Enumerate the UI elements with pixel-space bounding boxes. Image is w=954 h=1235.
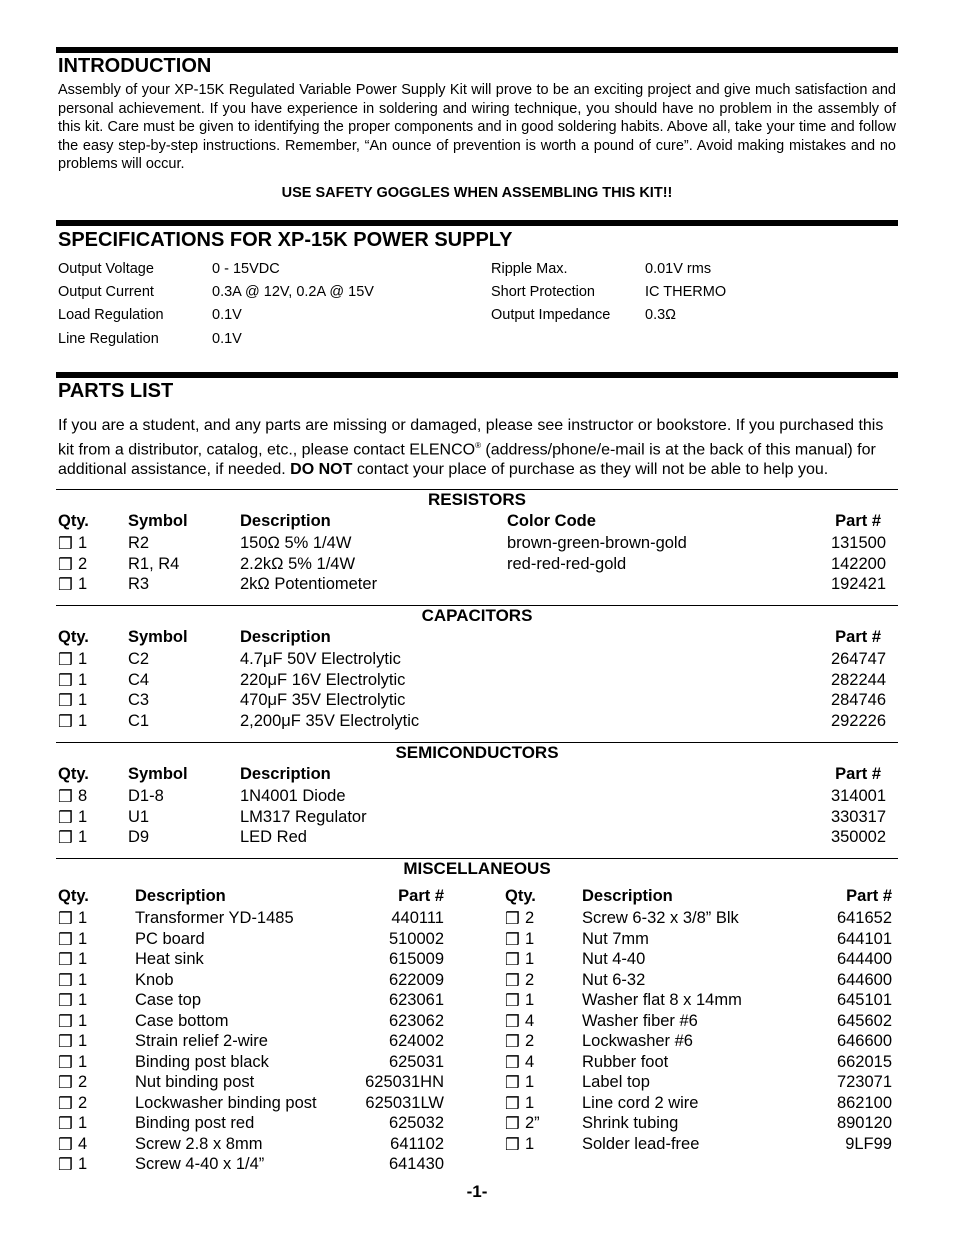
col-description: Description [240,512,331,530]
part-number: 510002 [388,929,444,948]
description: Strain relief 2-wire [135,1032,268,1050]
qty-value: 1 [525,1134,535,1153]
col-symbol: Symbol [128,628,188,646]
symbol: D9 [128,828,150,846]
part-number: 645602 [836,1011,892,1030]
spec-label: Load Regulation [58,307,164,323]
spec-label: Output Current [58,284,154,300]
table-section-title: MISCELLANEOUS [403,859,551,878]
part-number: 723071 [836,1073,892,1091]
checkbox[interactable]: ❒ [58,1053,73,1072]
spec-label: Line Regulation [58,331,159,347]
table-row [0,691,954,711]
col-symbol: Symbol [128,765,188,783]
checkbox[interactable]: ❒ [58,535,73,553]
qty-value: 1 [78,1011,88,1030]
part-number: 284746 [830,691,886,709]
checkbox[interactable]: ❒ [505,1053,520,1072]
part-number: 624002 [388,1032,444,1050]
spec-value: 0.3Ω [645,307,676,323]
table-row [0,555,954,575]
table-row [0,1073,954,1093]
symbol: D1-8 [128,787,164,805]
description: LM317 Regulator [240,807,367,826]
safety-warning: USE SAFETY GOGGLES WHEN ASSEMBLING THIS KIT!! [281,185,673,201]
description: 2kΩ Potentiometer [240,575,378,593]
checkbox[interactable]: ❒ [505,971,520,990]
table-row [0,534,954,554]
col-qty: Qty. [505,887,536,905]
checkbox[interactable]: ❒ [58,555,73,574]
symbol: C3 [128,691,150,709]
parts-title: PARTS LIST [58,380,174,402]
color-code: brown-green-brown-gold [507,534,687,552]
qty-value: 1 [78,929,88,948]
part-number: 131500 [830,534,886,552]
description: 470μF 35V Electrolytic [240,691,406,709]
table-row [0,787,954,807]
qty-value: 2 [525,909,535,927]
symbol: C2 [128,650,150,668]
part-number: 625031LW [365,1093,444,1112]
table-row [0,930,954,950]
table-section-title: RESISTORS [428,490,526,509]
description: Heat sink [135,950,204,968]
section-rule [56,47,898,53]
description: Shrink tubing [582,1114,679,1132]
description: Lockwasher #6 [582,1032,693,1050]
part-number: 330317 [830,807,886,826]
checkbox[interactable]: ❒ [505,951,520,969]
part-number: 440111 [391,909,444,927]
checkbox[interactable]: ❒ [505,910,520,928]
qty-value: 1 [78,650,88,668]
qty-value: 1 [78,711,88,730]
checkbox[interactable]: ❒ [58,1115,73,1133]
checkbox[interactable]: ❒ [58,1033,73,1051]
qty-value: 1 [78,670,88,689]
qty-value: 1 [78,970,88,989]
checkbox[interactable]: ❒ [58,692,73,710]
color-code: red-red-red-gold [507,554,627,573]
description: Nut 4-40 [582,950,646,968]
checkbox[interactable]: ❒ [58,1094,73,1113]
description: Nut 6-32 [582,970,646,989]
part-number: 623061 [388,991,444,1009]
col-symbol: Symbol [128,512,188,530]
description: Case bottom [135,1011,229,1030]
checkbox[interactable]: ❒ [505,1033,520,1051]
part-number: 641430 [388,1155,444,1173]
checkbox[interactable]: ❒ [58,992,73,1010]
part-number: 314001 [830,787,886,805]
checkbox[interactable]: ❒ [505,1012,520,1031]
part-number: 625031HN [365,1073,444,1091]
section-rule [56,372,898,378]
symbol: R2 [128,534,150,552]
description: Screw 4-40 x 1/4” [135,1155,265,1173]
spec-label: Ripple Max. [491,261,568,277]
registered-mark: ® [475,441,481,450]
table-row [0,971,954,991]
description: PC board [135,929,205,948]
description: Screw 2.8 x 8mm [135,1134,263,1153]
qty-value: 1 [78,828,88,846]
table-row [0,808,954,828]
col-part: Part # [398,887,444,905]
checkbox[interactable]: ❒ [505,1074,520,1092]
spec-value: 0 - 15VDC [212,261,280,277]
description: Nut 7mm [582,929,649,948]
checkbox[interactable]: ❒ [58,671,73,690]
description: 1N4001 Diode [240,787,346,805]
symbol: U1 [128,807,150,826]
checkbox[interactable]: ❒ [58,951,73,969]
qty-value: 4 [525,1052,535,1071]
checkbox[interactable]: ❒ [58,808,73,827]
part-number: 662015 [836,1052,892,1071]
table-row [0,828,954,848]
qty-value: 1 [78,1155,88,1173]
parts-intro-text: contact your place of purchase as they will not be able to help you. [352,461,829,479]
spec-value: IC THERMO [645,284,727,300]
symbol: C1 [128,711,150,730]
description: Label top [582,1073,650,1091]
part-number: 625032 [388,1114,444,1132]
description: 2.2kΩ 5% 1/4W [240,554,356,573]
part-number: 282244 [830,670,886,689]
description: 4.7μF 50V Electrolytic [240,650,401,668]
qty-value: 1 [78,950,88,968]
qty-value: 1 [78,1032,88,1050]
spec-label: Output Voltage [58,261,154,277]
section-rule [56,220,898,226]
col-description: Description [240,765,331,783]
qty-value: 1 [525,950,535,968]
qty-value: 1 [78,534,88,552]
spec-label: Short Protection [491,284,595,300]
table-section-title: SEMICONDUCTORS [395,743,559,762]
checkbox[interactable]: ❒ [58,971,73,990]
part-number: 644600 [836,970,892,989]
checkbox[interactable]: ❒ [58,788,73,806]
qty-value: 1 [78,691,88,709]
spec-value: 0.3A @ 12V, 0.2A @ 15V [212,284,374,300]
parts-intro [58,416,898,480]
description: Washer fiber #6 [582,1011,698,1030]
spec-value: 0.1V [212,307,242,323]
qty-value: 2 [78,1073,88,1091]
table-header [0,628,954,648]
part-number: 625031 [388,1052,444,1071]
description: Binding post black [135,1052,269,1071]
description: LED Red [240,828,307,846]
table-row [0,1012,954,1032]
col-qty: Qty. [58,628,89,646]
part-number: 142200 [830,554,886,573]
checkbox[interactable]: ❒ [505,930,520,949]
part-number: 192421 [830,575,886,593]
intro-title: INTRODUCTION [58,55,212,77]
description: Screw 6-32 x 3/8” Blk [582,909,739,927]
description: Binding post red [135,1114,255,1132]
qty-value: 1 [78,991,88,1009]
col-part: Part # [835,628,881,646]
qty-value: 1 [78,1052,88,1071]
qty-value: 1 [525,929,535,948]
description: Lockwasher binding post [135,1093,317,1112]
table-row [0,1114,954,1134]
part-number: 645101 [836,991,892,1009]
part-number: 862100 [836,1093,892,1112]
col-color-code: Color Code [507,512,596,530]
spec-value: 0.1V [212,331,242,347]
description: Case top [135,991,202,1009]
description: Knob [135,970,174,989]
qty-value: 4 [78,1134,88,1153]
table-row [0,671,954,691]
part-number: 264747 [830,650,886,668]
qty-value: 4 [525,1011,535,1030]
table-header [0,512,954,532]
parts-intro-text: If you are a student, and any parts are missing or damaged, please see instructor or bookstore. If you purchased this kit from a distributor, catalog, etc., please contact ELENCO [58,417,884,459]
qty-value: 1 [78,807,88,826]
qty-value: 2 [78,1093,88,1112]
table-row [0,1094,954,1114]
col-qty: Qty. [58,765,89,783]
spec-value: 0.01V rms [645,261,712,277]
table-header [0,887,954,907]
qty-value: 1 [525,1093,535,1112]
part-number: 644101 [836,929,892,948]
qty-value: 2” [525,1114,540,1132]
qty-value: 2 [525,1032,535,1050]
checkbox[interactable]: ❒ [58,651,73,669]
col-part: Part # [846,887,892,905]
part-number: 292226 [830,711,886,730]
description: Solder lead-free [582,1134,700,1153]
description: 220μF 16V Electrolytic [240,670,406,689]
checkbox[interactable]: ❒ [58,576,73,594]
parts-intro-emphasis: DO NOT [290,461,353,479]
table-section-title: CAPACITORS [421,606,533,625]
checkbox[interactable]: ❒ [58,829,73,847]
checkbox[interactable]: ❒ [58,910,73,928]
qty-value: 1 [78,909,88,927]
parts-intro-text: (address/phone/e-mail is at the back of this manual) for additional assistance, if needed. [58,441,876,479]
table-row [0,650,954,670]
description: 150Ω 5% 1/4W [240,534,352,552]
col-part: Part # [835,765,881,783]
table-row [0,1155,954,1175]
col-description: Description [135,887,226,905]
symbol: R1, R4 [128,554,180,573]
checkbox[interactable]: ❒ [58,1012,73,1031]
checkbox[interactable]: ❒ [58,1156,73,1174]
table-row [0,991,954,1011]
description: Nut binding post [135,1073,255,1091]
description: 2,200μF 35V Electrolytic [240,711,420,730]
part-number: 890120 [836,1114,892,1132]
checkbox[interactable]: ❒ [505,1094,520,1113]
symbol: C4 [128,670,150,689]
table-row [0,909,954,929]
qty-value: 2 [78,554,88,573]
checkbox[interactable]: ❒ [505,1115,520,1133]
col-part: Part # [835,512,881,530]
qty-value: 8 [78,787,88,805]
col-qty: Qty. [58,887,89,905]
table-row [0,712,954,732]
part-number: 350002 [830,828,886,846]
checkbox[interactable]: ❒ [505,992,520,1010]
checkbox[interactable]: ❒ [58,930,73,949]
checkbox[interactable]: ❒ [505,1135,520,1154]
table-row [0,1135,954,1155]
part-number: 9LF99 [845,1134,892,1153]
part-number: 623062 [388,1011,444,1030]
qty-value: 1 [525,991,535,1009]
part-number: 622009 [388,970,444,989]
part-number: 644400 [836,950,892,968]
table-row [0,575,954,595]
specs-title: SPECIFICATIONS FOR XP-15K POWER SUPPLY [58,229,513,251]
spec-label: Output Impedance [491,307,611,323]
checkbox[interactable]: ❒ [58,1074,73,1092]
table-header [0,765,954,785]
col-description: Description [582,887,673,905]
part-number: 646600 [836,1032,892,1050]
col-qty: Qty. [58,512,89,530]
description: Rubber foot [582,1052,669,1071]
checkbox[interactable]: ❒ [58,1135,73,1154]
qty-value: 1 [525,1073,535,1091]
part-number: 641102 [390,1134,444,1153]
qty-value: 1 [78,575,88,593]
intro-body: Assembly of your XP-15K Regulated Variable Power Supply Kit will prove to be an exciting project and give much satisfaction and personal achievement. If you have experience in soldering and wiring technique, you should have no problem in the assembly of this kit. Care must be given to identifying the proper components and in good soldering habits. Above all, take your time and follow the easy step-by-step instructions. Remember, “An ounce of prevention is worth a pound of cure”. Avoid making mistakes and no problems will occur. [58,82,896,173]
description: Transformer YD-1485 [135,909,294,927]
col-description: Description [240,628,331,646]
part-number: 641652 [836,909,892,927]
description: Washer flat 8 x 14mm [582,991,742,1009]
table-row [0,1053,954,1073]
checkbox[interactable]: ❒ [58,712,73,731]
description: Line cord 2 wire [582,1093,699,1112]
symbol: R3 [128,575,150,593]
qty-value: 2 [525,970,535,989]
qty-value: 1 [78,1114,88,1132]
table-row [0,950,954,970]
table-row [0,1032,954,1052]
page-number: -1- [466,1182,488,1201]
part-number: 615009 [388,950,444,968]
